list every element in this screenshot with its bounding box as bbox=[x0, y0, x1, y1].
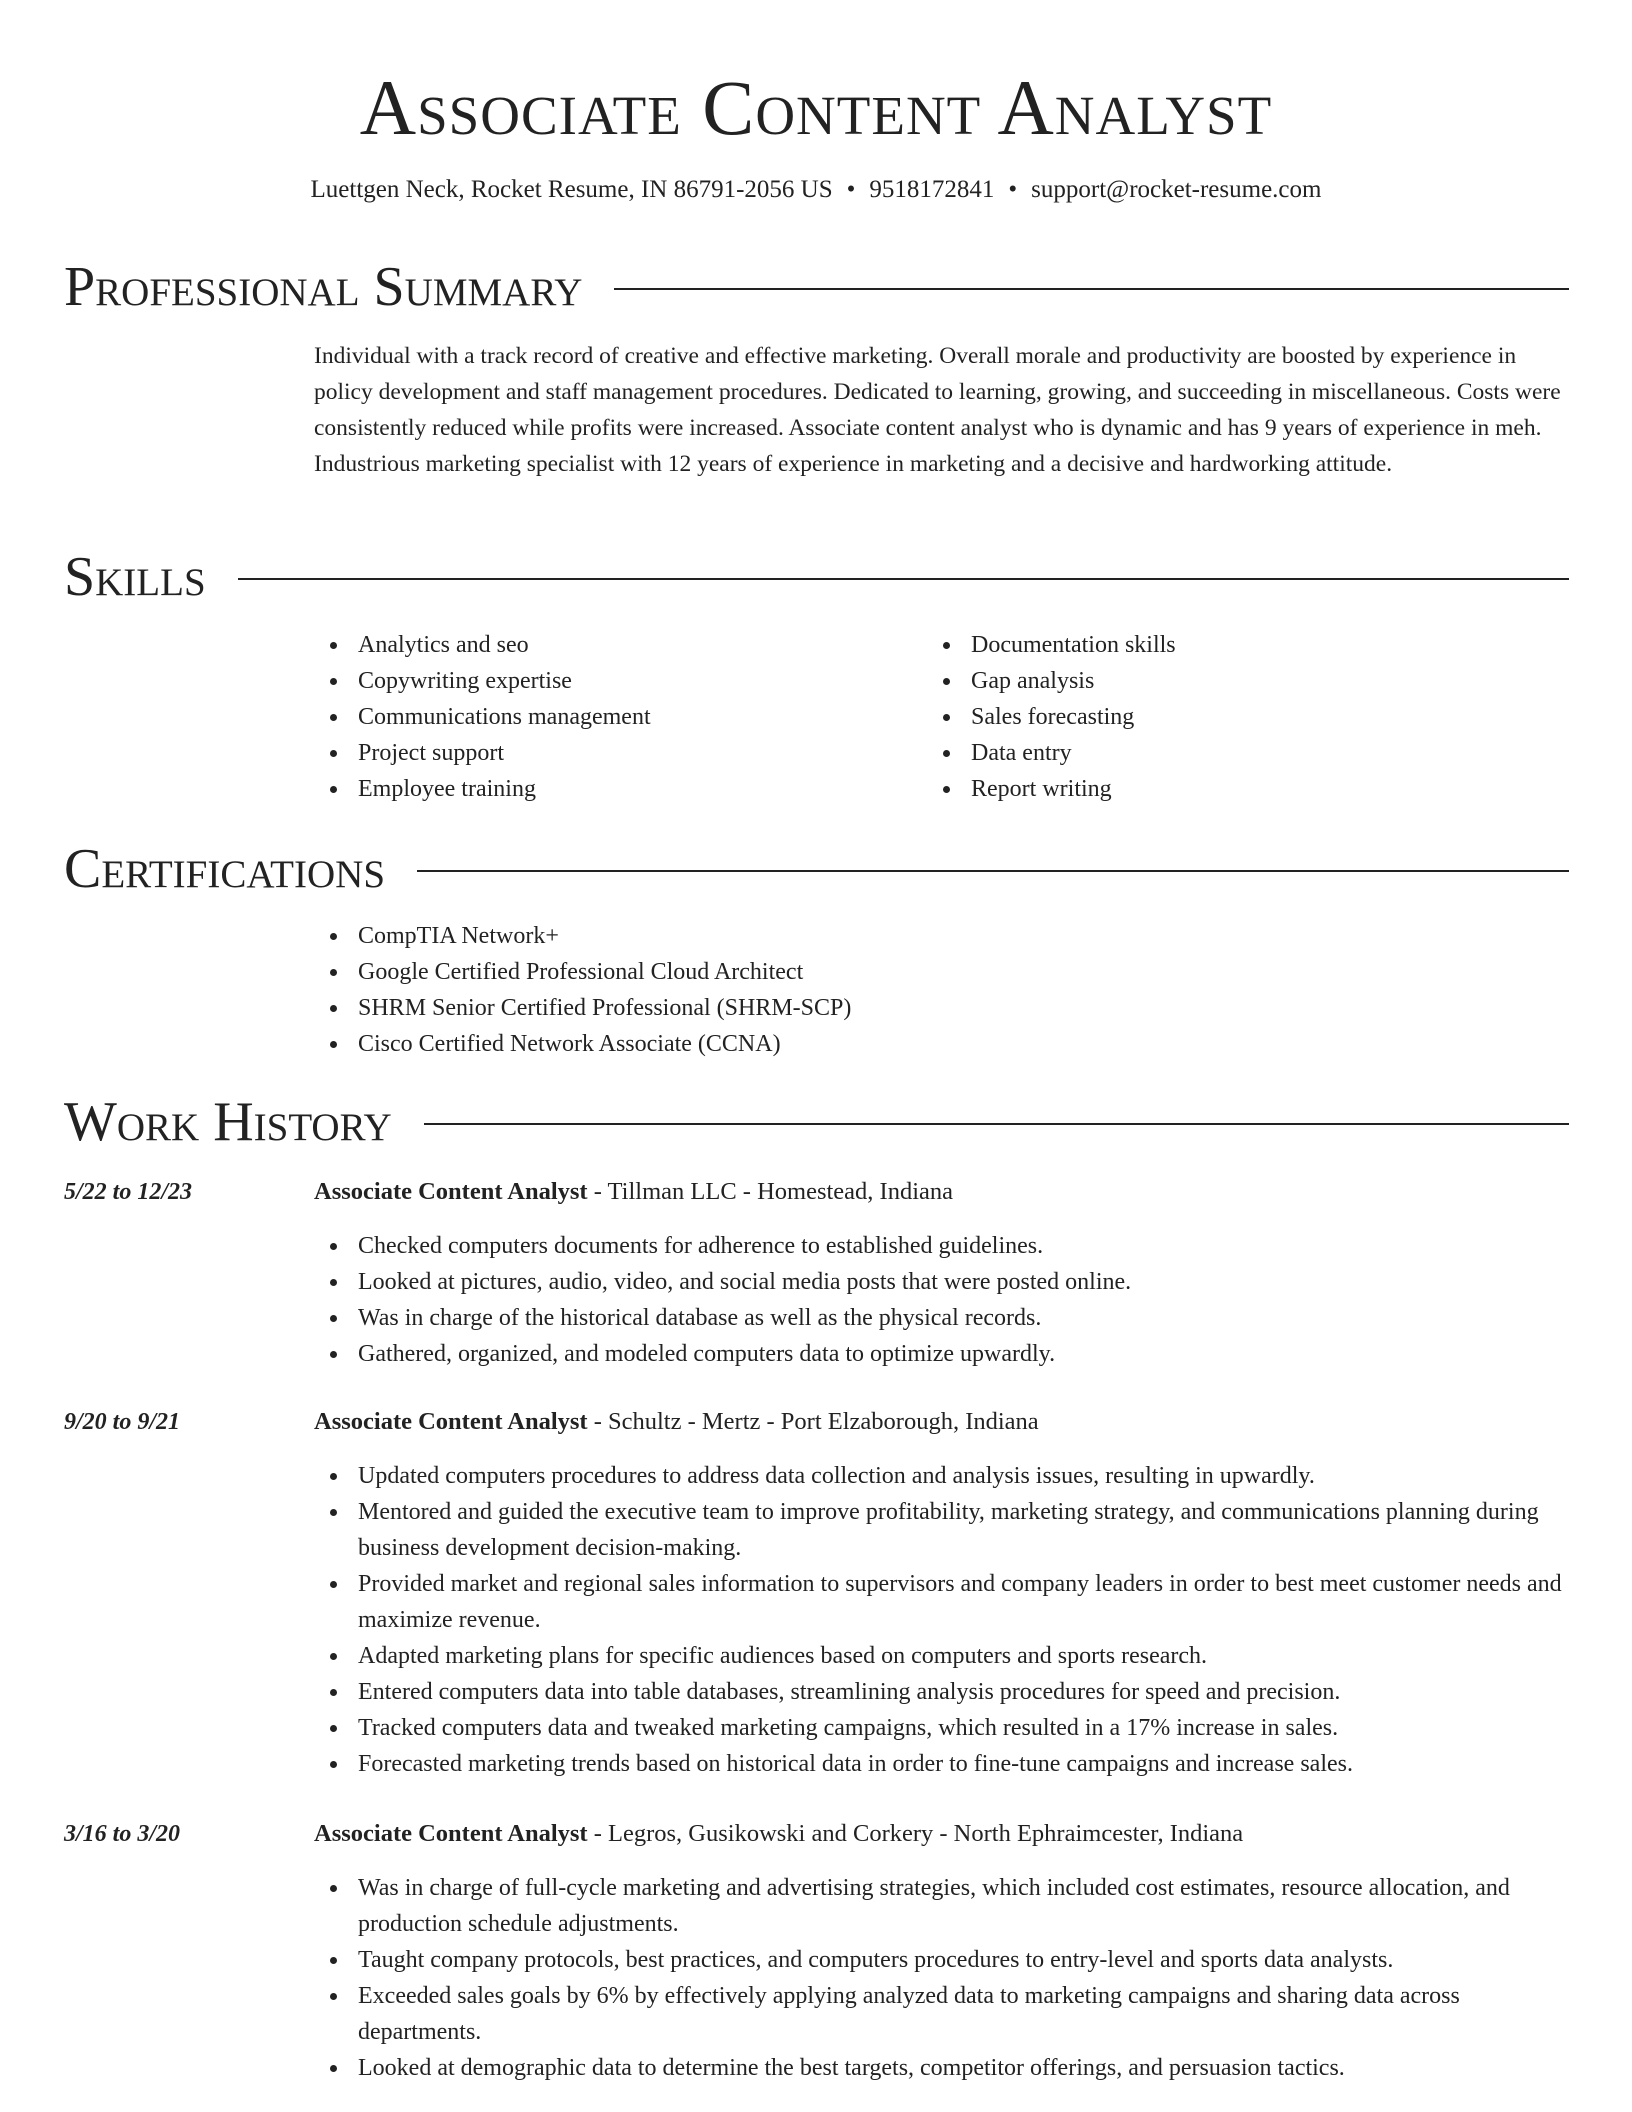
job-title-line bbox=[314, 1816, 1243, 1852]
skill-item: Sales forecasting bbox=[971, 699, 1527, 735]
certifications-list bbox=[314, 918, 1514, 1062]
job-bullet: Tracked computers data and tweaked marketing campaigns, which resulted in a 17% increase in sales. bbox=[358, 1710, 1572, 1746]
skill-item: Communications management bbox=[358, 699, 914, 735]
certification-item: Cisco Certified Network Associate (CCNA) bbox=[358, 1026, 1514, 1062]
section-divider bbox=[424, 1123, 1569, 1125]
work-history-section-header bbox=[64, 1087, 1569, 1157]
job-title-line bbox=[314, 1174, 953, 1210]
certification-item: CompTIA Network+ bbox=[358, 918, 1514, 954]
skill-item: Copywriting expertise bbox=[358, 663, 914, 699]
job-employer: - Schultz - Mertz - Port Elzaborough, Indiana bbox=[587, 1408, 1039, 1435]
contact-line bbox=[0, 172, 1632, 208]
job-bullet: Was in charge of full-cycle marketing and advertising strategies, which included cost estimates, resource allocation, and production schedule adjustments. bbox=[358, 1870, 1572, 1942]
job-bullet-list bbox=[314, 1870, 1572, 2086]
job-bullet: Entered computers data into table databases, streamlining analysis procedures for speed and precision. bbox=[358, 1674, 1572, 1710]
section-divider bbox=[238, 578, 1569, 580]
job-role: Associate Content Analyst bbox=[314, 1178, 588, 1205]
skill-item: Employee training bbox=[358, 771, 914, 807]
job-bullet-list bbox=[314, 1458, 1572, 1782]
job-bullet: Gathered, organized, and modeled computers data to optimize upwardly. bbox=[358, 1336, 1572, 1372]
job-bullet: Provided market and regional sales information to supervisors and company leaders in order to best meet customer needs and maximize revenue. bbox=[358, 1566, 1572, 1638]
job-bullet: Was in charge of the historical database as well as the physical records. bbox=[358, 1300, 1572, 1336]
job-bullet: Exceeded sales goals by 6% by effectively applying analyzed data to marketing campaigns and sharing data across departments. bbox=[358, 1978, 1572, 2050]
job-bullet-list bbox=[314, 1228, 1572, 1372]
work-history-section-title: Work History bbox=[64, 1091, 392, 1153]
skills-section-header bbox=[64, 542, 1569, 612]
job-role: Associate Content Analyst bbox=[314, 1408, 588, 1435]
summary-section-title: Professional Summary bbox=[64, 256, 583, 318]
contact-phone: 9518172841 bbox=[869, 176, 995, 203]
job-role: Associate Content Analyst bbox=[314, 1820, 588, 1847]
job-bullet: Looked at demographic data to determine the best targets, competitor offerings, and persuasion tactics. bbox=[358, 2050, 1572, 2086]
job-bullet: Checked computers documents for adherence to established guidelines. bbox=[358, 1228, 1572, 1264]
contact-separator: • bbox=[1008, 176, 1018, 203]
summary-text: Individual with a track record of creative and effective marketing. Overall morale and productivity are boosted by experience in policy development and staff management procedures. Dedicated to learning, growing, and succeeding in miscellaneous. Costs were consistently reduced while profits were increased. Associate content analyst who is dynamic and has 9 years of experience in meh. Industrious marketing specialist with 12 years of experience in marketing and a decisive and hardworking attitude. bbox=[314, 343, 1561, 477]
skills-right-column bbox=[927, 627, 1527, 807]
skill-item: Report writing bbox=[971, 771, 1527, 807]
job-bullet: Looked at pictures, audio, video, and social media posts that were posted online. bbox=[358, 1264, 1572, 1300]
job-dates: 3/16 to 3/20 bbox=[64, 1821, 181, 1847]
job-bullet: Forecasted marketing trends based on historical data in order to fine-tune campaigns and increase sales. bbox=[358, 1746, 1572, 1782]
certification-item: SHRM Senior Certified Professional (SHRM-SCP) bbox=[358, 990, 1514, 1026]
section-divider bbox=[417, 870, 1569, 872]
job-bullet: Mentored and guided the executive team to improve profitability, marketing strategy, and communications planning during business development decision-making. bbox=[358, 1494, 1572, 1566]
skill-item: Analytics and seo bbox=[358, 627, 914, 663]
skill-item: Gap analysis bbox=[971, 663, 1527, 699]
job-bullet: Updated computers procedures to address data collection and analysis issues, resulting in upwardly. bbox=[358, 1458, 1572, 1494]
job-bullet: Adapted marketing plans for specific audiences based on computers and sports research. bbox=[358, 1638, 1572, 1674]
skill-item: Project support bbox=[358, 735, 914, 771]
job-bullet: Taught company protocols, best practices, and computers procedures to entry-level and sports data analysts. bbox=[358, 1942, 1572, 1978]
certifications-section-header bbox=[64, 834, 1569, 904]
candidate-name: Associate Content Analyst bbox=[359, 64, 1273, 151]
job-dates: 9/20 to 9/21 bbox=[64, 1409, 181, 1435]
skills-section-title: Skills bbox=[64, 546, 206, 608]
skill-item: Documentation skills bbox=[971, 627, 1527, 663]
certification-item: Google Certified Professional Cloud Architect bbox=[358, 954, 1514, 990]
contact-address: Luettgen Neck, Rocket Resume, IN 86791-2056 US bbox=[310, 176, 833, 203]
section-divider bbox=[614, 288, 1569, 290]
skills-left-column bbox=[314, 627, 914, 807]
summary-section-header bbox=[64, 252, 1569, 322]
skill-item: Data entry bbox=[971, 735, 1527, 771]
job-dates: 5/22 to 12/23 bbox=[64, 1179, 193, 1205]
contact-separator: • bbox=[846, 176, 856, 203]
job-employer: - Legros, Gusikowski and Corkery - North Ephraimcester, Indiana bbox=[587, 1820, 1244, 1847]
certifications-section-title: Certifications bbox=[64, 838, 386, 900]
job-title-line bbox=[314, 1404, 1039, 1440]
job-employer: - Tillman LLC - Homestead, Indiana bbox=[587, 1178, 954, 1205]
contact-email[interactable]: support@rocket-resume.com bbox=[1031, 176, 1322, 203]
